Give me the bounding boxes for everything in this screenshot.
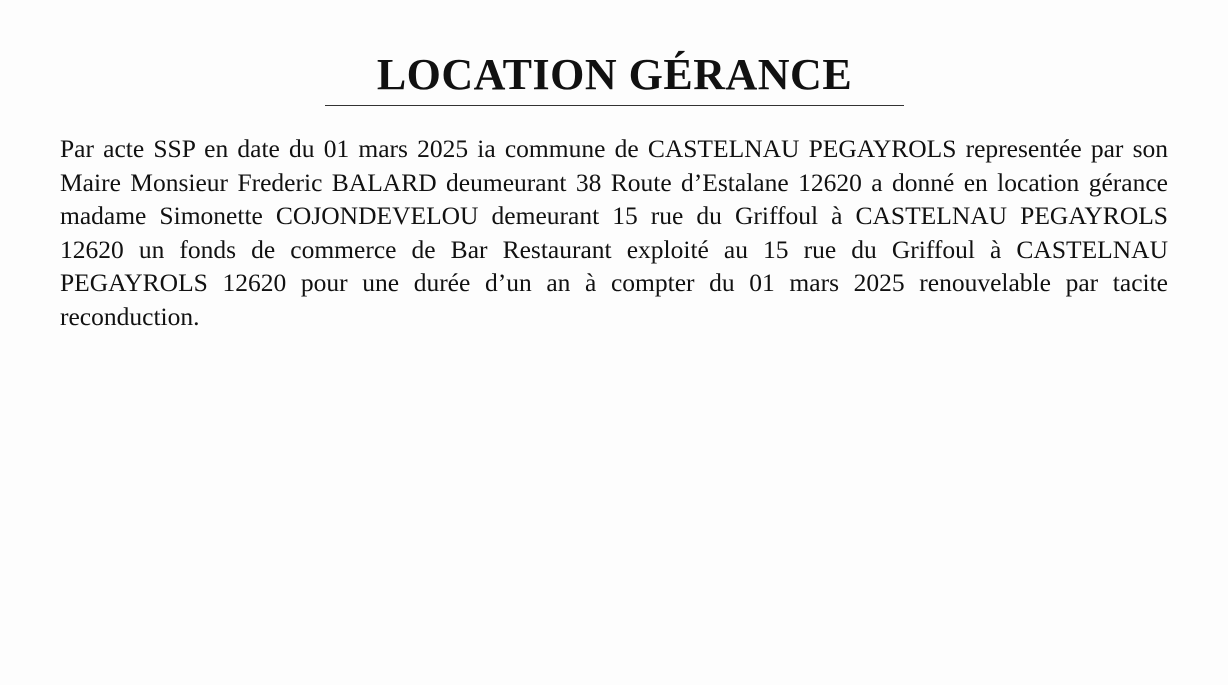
notice-title: LOCATION GÉRANCE — [376, 50, 853, 99]
title-container — [325, 50, 904, 100]
notice-body: Par acte SSP en date du 01 mars 2025 ia commune de CASTELNAU PEGAYROLS representée par son Maire Monsieur Frederic BALARD deumeurant 38 Route d’Estalane 12620 a donné en location gérance madame Simonette COJONDEVELOU demeurant 15 rue du Griffoul à CASTELNAU PEGAYROLS 12620 un fonds de commerce de Bar Restaurant exploité au 15 rue du Griffoul à CASTELNAU PEGAYROLS 12620 pour une durée d’un an à compter du 01 mars 2025 renouvelable par tacite reconduction. — [60, 134, 1168, 331]
title-underline — [325, 105, 904, 106]
